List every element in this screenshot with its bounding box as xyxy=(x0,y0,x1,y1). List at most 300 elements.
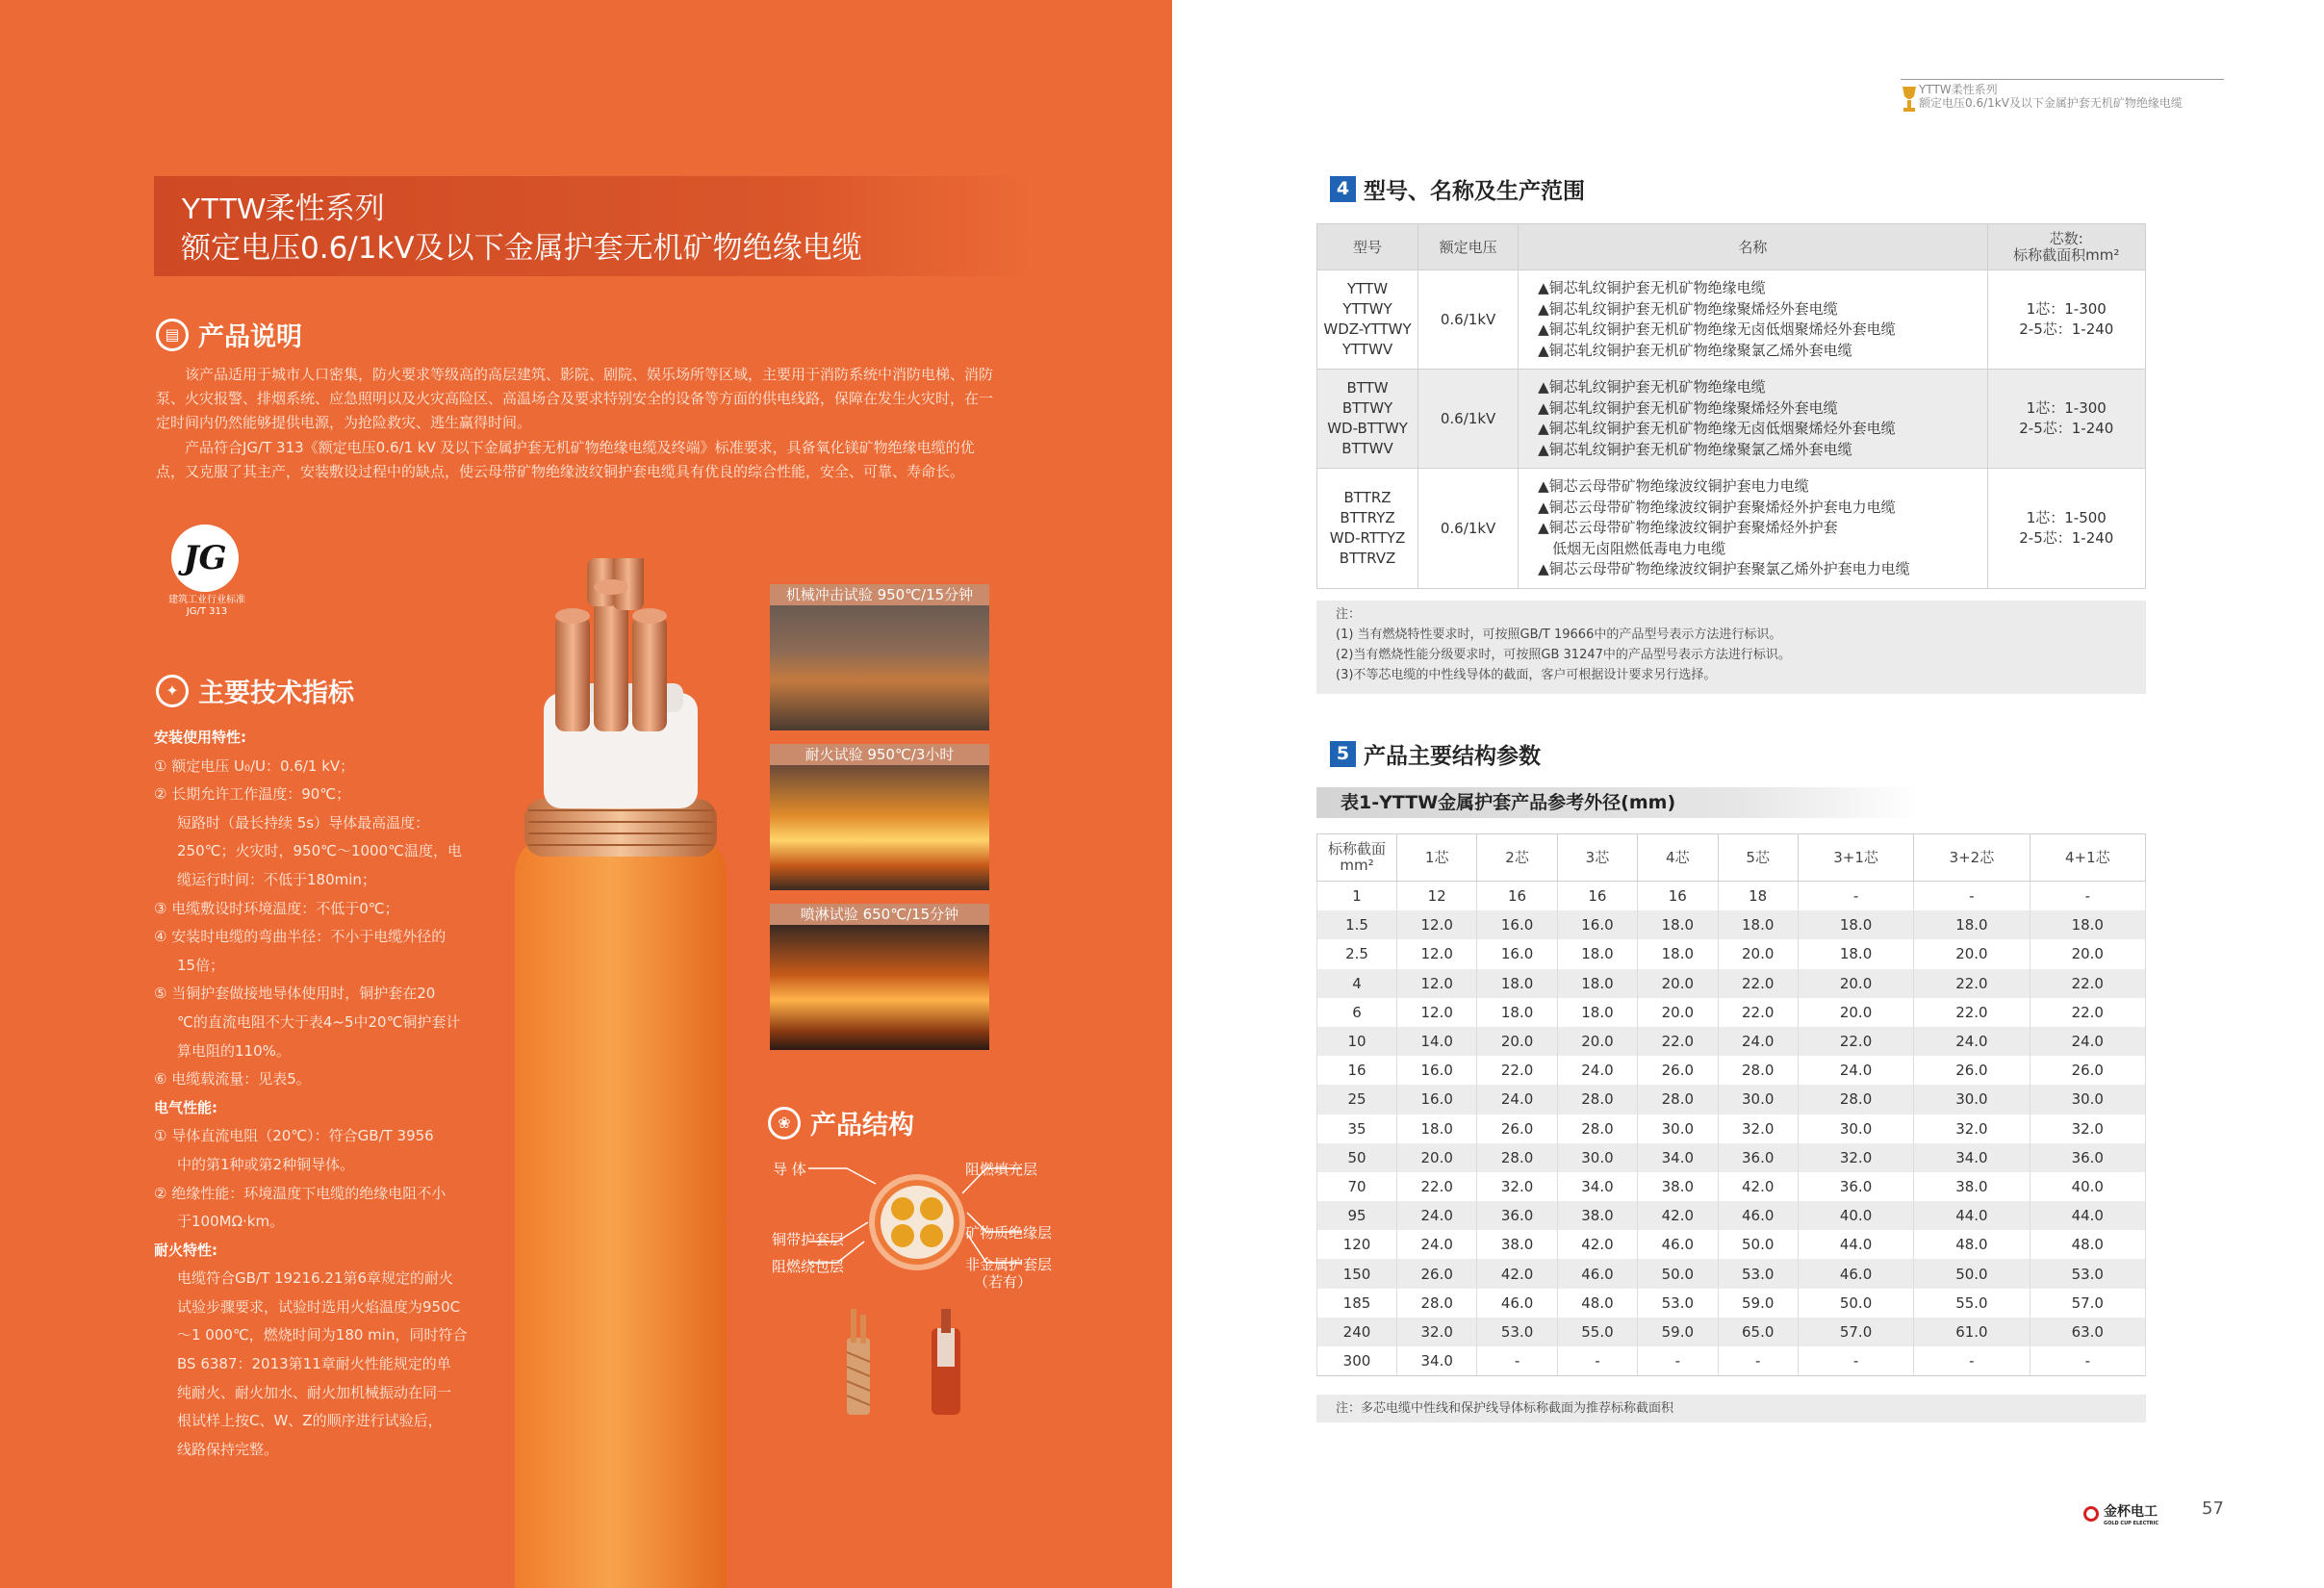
jg-caption-line-1: 建筑工业行业标准 xyxy=(168,595,245,605)
label-wrap: 阻燃绕包层 xyxy=(772,1258,845,1275)
diameter-cell: 22.0 xyxy=(2030,969,2145,998)
label-nonmetal-sheath-note: （若有） xyxy=(974,1273,1033,1291)
col-core-config: 2芯 xyxy=(1477,834,1557,882)
table-2-title: 表1-YTTW金属护套产品参考外径(mm) xyxy=(1316,787,1921,818)
diameter-cell: 24.0 xyxy=(1397,1201,1477,1230)
model-code: BTTRZ xyxy=(1343,488,1392,506)
spec-line: ③ 电缆敷设时环境温度：不低于0℃； xyxy=(154,899,399,917)
diameter-cell: 38.0 xyxy=(1477,1230,1557,1259)
diameter-cell: 63.0 xyxy=(2030,1318,2145,1346)
section-5-title: 产品主要结构参数 xyxy=(1364,744,1541,769)
diameter-cell: 16.0 xyxy=(1397,1085,1477,1114)
product-name: ▲铜芯云母带矿物绝缘波纹铜护套聚烯烃外护套电力电缆 xyxy=(1538,498,1896,516)
diameter-cell: 59.0 xyxy=(1718,1289,1798,1318)
structure-heading xyxy=(768,1104,914,1141)
table-row xyxy=(1317,1201,2146,1230)
diameter-cell: 61.0 xyxy=(1914,1318,2030,1346)
section-cell: 6 xyxy=(1317,998,1397,1027)
diameter-cell: 12.0 xyxy=(1397,998,1477,1027)
diameter-cell: 44.0 xyxy=(1914,1201,2030,1230)
section-cell: 4 xyxy=(1317,969,1397,998)
intro-heading xyxy=(156,316,302,353)
diameter-cell: 38.0 xyxy=(1557,1201,1637,1230)
col-nominal-section xyxy=(1317,834,1397,882)
diameter-cell: 18.0 xyxy=(2030,910,2145,939)
spec-list xyxy=(154,724,481,1464)
model-code: YTTWY xyxy=(1342,300,1392,318)
diameter-cell: 20.0 xyxy=(1397,1143,1477,1172)
diameter-cell: 16 xyxy=(1557,882,1637,911)
jg-caption-line-2: JG/T 313 xyxy=(186,606,228,617)
name-cell xyxy=(1519,469,1987,589)
diameter-cell: 18.0 xyxy=(1798,910,1913,939)
diameter-cell: 20.0 xyxy=(1638,998,1718,1027)
diameter-cell: 28.0 xyxy=(1477,1143,1557,1172)
spec-group-heading: 电气性能: xyxy=(154,1098,217,1116)
spec-line: ④ 安装时电缆的弯曲半径：不小于电缆外径的 xyxy=(154,928,447,946)
diameter-cell: 20.0 xyxy=(1638,969,1718,998)
diameter-cell: 53.0 xyxy=(1477,1318,1557,1346)
diameter-cell: - xyxy=(1638,1346,1718,1376)
note-line: (3)不等芯电缆的中性线导体的截面，客户可根据设计要求另行选择。 xyxy=(1336,668,1717,682)
photo-caption: 喷淋试验 650℃/15分钟 xyxy=(770,904,989,925)
note-line: (2)当有燃烧性能分级要求时，可按照GB 31247中的产品型号表示方法进行标识。 xyxy=(1336,648,1791,662)
spec-line: 电缆符合GB/T 19216.21第6章规定的耐火 xyxy=(177,1269,454,1288)
section-4-number: 4 xyxy=(1330,176,1356,202)
diameter-cell: 30.0 xyxy=(1557,1143,1637,1172)
diameter-cell: 18.0 xyxy=(1638,910,1718,939)
cores-range: 2-5芯：1-240 xyxy=(2019,528,2114,547)
photo-caption: 耐火试验 950℃/3小时 xyxy=(770,744,989,765)
product-name: ▲铜芯轧纹铜护套无机矿物绝缘无卤低烟聚烯烃外套电缆 xyxy=(1538,320,1896,338)
title-line-1: YTTW柔性系列 xyxy=(181,192,385,225)
diameter-cell: 32.0 xyxy=(2030,1114,2145,1143)
diameter-cell: - xyxy=(1914,1346,2030,1376)
table-row xyxy=(1317,1056,2146,1085)
brand-name: 金杯电工 xyxy=(2104,1504,2158,1520)
spec-heading-text: 主要技术指标 xyxy=(198,679,354,708)
table-row xyxy=(1317,370,2146,469)
section-cell: 25 xyxy=(1317,1085,1397,1114)
section-cell: 1 xyxy=(1317,882,1397,911)
diameter-cell: 44.0 xyxy=(1798,1230,1913,1259)
col-model: 型号 xyxy=(1317,224,1418,270)
spec-line: 250℃；火灾时，950℃～1000℃温度，电 xyxy=(177,842,462,860)
diameter-cell: 30.0 xyxy=(1638,1114,1718,1143)
diameter-cell: 16.0 xyxy=(1477,939,1557,968)
note-line: (1) 当有燃烧特性要求时，可按照GB/T 19666中的产品型号表示方法进行标识。 xyxy=(1336,628,1782,642)
cores-cell xyxy=(1987,469,2145,589)
diameter-cell: - xyxy=(2030,1346,2145,1376)
diameter-cell: 20.0 xyxy=(1798,969,1913,998)
section-cell: 50 xyxy=(1317,1143,1397,1172)
section-cell: 35 xyxy=(1317,1114,1397,1143)
section-cell: 70 xyxy=(1317,1172,1397,1201)
diameter-cell: 24.0 xyxy=(1718,1027,1798,1056)
diameter-cell: 20.0 xyxy=(1718,939,1798,968)
diameter-cell: 24.0 xyxy=(1477,1085,1557,1114)
diameter-cell: 12.0 xyxy=(1397,969,1477,998)
document-icon: ▤ xyxy=(156,319,189,351)
section-cell: 300 xyxy=(1317,1346,1397,1376)
photo-spray-test xyxy=(770,904,989,1050)
diameter-cell: 16 xyxy=(1638,882,1718,911)
diameter-cell: 32.0 xyxy=(1718,1114,1798,1143)
model-code: BTTRVZ xyxy=(1339,549,1396,567)
section-4-heading xyxy=(1330,173,1585,205)
diameter-cell: 22.0 xyxy=(1914,998,2030,1027)
table-1-notes xyxy=(1316,601,2146,694)
diameter-cell: 50.0 xyxy=(1798,1289,1913,1318)
product-name: ▲铜芯云母带矿物绝缘波纹铜护套聚氯乙烯外护套电力电缆 xyxy=(1538,560,1910,577)
col-core-config: 3芯 xyxy=(1557,834,1637,882)
diameter-cell: 14.0 xyxy=(1397,1027,1477,1056)
spec-heading xyxy=(156,672,354,709)
diameter-cell: 26.0 xyxy=(2030,1056,2145,1085)
diameter-cell: 24.0 xyxy=(1798,1056,1913,1085)
running-header-line-2: 额定电压0.6/1kV及以下金属护套无机矿物绝缘电缆 xyxy=(1919,96,2183,110)
diameter-cell: 24.0 xyxy=(1914,1027,2030,1056)
model-cell xyxy=(1317,469,1418,589)
diameter-cell: 48.0 xyxy=(1557,1289,1637,1318)
diameter-cell: 65.0 xyxy=(1718,1318,1798,1346)
diameter-cell: 12 xyxy=(1397,882,1477,911)
cable-sample-photos xyxy=(837,1309,982,1415)
cores-range: 2-5芯：1-240 xyxy=(2019,420,2114,437)
product-name: ▲铜芯轧纹铜护套无机矿物绝缘电缆 xyxy=(1538,279,1766,296)
diameter-cell: 28.0 xyxy=(1397,1289,1477,1318)
diameter-cell: 46.0 xyxy=(1477,1289,1557,1318)
cable-illustration xyxy=(505,558,736,1588)
spec-group-heading: 安装使用特性: xyxy=(154,729,246,746)
diameter-cell: 57.0 xyxy=(2030,1289,2145,1318)
cores-cell xyxy=(1987,270,2145,370)
table-row xyxy=(1317,1027,2146,1056)
section-cell: 150 xyxy=(1317,1259,1397,1288)
diameter-cell: 24.0 xyxy=(2030,1027,2145,1056)
diameter-cell: 18.0 xyxy=(1557,998,1637,1027)
brand-logo-icon xyxy=(2083,1506,2099,1522)
spec-line: ① 导体直流电阻（20℃）：符合GB/T 3956 xyxy=(154,1127,434,1145)
running-header-line-1: YTTW柔性系列 xyxy=(1919,83,1998,96)
diameter-cell: 34.0 xyxy=(1397,1346,1477,1376)
section-5-heading xyxy=(1330,738,1541,770)
diameter-cell: 12.0 xyxy=(1397,939,1477,968)
spec-line: ⑤ 当铜护套做接地导体使用时，铜护套在20 xyxy=(154,985,436,1003)
col-core-config: 5芯 xyxy=(1718,834,1798,882)
model-code: WD-BTTWY xyxy=(1327,420,1408,437)
model-code: BTTWY xyxy=(1341,399,1393,417)
diameter-cell: 50.0 xyxy=(1914,1259,2030,1288)
product-name: ▲铜芯云母带矿物绝缘波纹铜护套聚烯烃外护套 xyxy=(1538,519,1838,536)
col-core-config: 3+2芯 xyxy=(1914,834,2030,882)
diameter-cell: 32.0 xyxy=(1914,1114,2030,1143)
col-nominal-section-line: mm² xyxy=(1340,857,1374,874)
diameter-cell: 12.0 xyxy=(1397,910,1477,939)
tech-icon: ✦ xyxy=(156,675,189,707)
diameter-cell: 36.0 xyxy=(1798,1172,1913,1201)
label-mineral-insulation: 矿物质绝缘层 xyxy=(965,1224,1053,1242)
model-code: BTTRYZ xyxy=(1340,508,1395,526)
outer-diameter-table xyxy=(1316,833,2146,1376)
col-name: 名称 xyxy=(1519,224,1987,270)
model-code: BTTWV xyxy=(1341,440,1393,457)
diameter-cell: 40.0 xyxy=(2030,1172,2145,1201)
model-cell xyxy=(1317,270,1418,370)
product-name: ▲铜芯轧纹铜护套无机矿物绝缘无卤低烟聚烯烃外套电缆 xyxy=(1538,420,1896,437)
spec-line: ℃的直流电阻不大于表4~5中20℃铜护套计 xyxy=(177,1012,461,1031)
diameter-cell: 36.0 xyxy=(1718,1143,1798,1172)
diameter-cell: 40.0 xyxy=(1798,1201,1913,1230)
table-row xyxy=(1317,1318,2146,1346)
intro-heading-text: 产品说明 xyxy=(198,322,302,352)
trophy-icon xyxy=(1901,85,1918,114)
product-name: 低烟无卤阻燃低毒电力电缆 xyxy=(1538,539,1726,557)
diameter-cell: 42.0 xyxy=(1638,1201,1718,1230)
table-row xyxy=(1317,1289,2146,1318)
diameter-cell: 20.0 xyxy=(2030,939,2145,968)
diameter-cell: 18 xyxy=(1718,882,1798,911)
title-line-2: 额定电压0.6/1kV及以下金属护套无机矿物绝缘电缆 xyxy=(181,231,862,266)
diameter-cell: 24.0 xyxy=(1397,1230,1477,1259)
section-cell: 2.5 xyxy=(1317,939,1397,968)
diameter-cell: 30.0 xyxy=(2030,1085,2145,1114)
diameter-cell: 18.0 xyxy=(1638,939,1718,968)
diameter-cell: - xyxy=(1718,1346,1798,1376)
spec-line: ② 长期允许工作温度：90℃； xyxy=(154,785,351,804)
cores-cell xyxy=(1987,370,2145,469)
diameter-cell: 28.0 xyxy=(1718,1056,1798,1085)
table-2-note: 注：多芯电缆中性线和保护线导体标称截面为推荐标称截面积 xyxy=(1316,1395,2146,1422)
spec-line: 根试样上按C、W、Z的顺序进行试验后， xyxy=(177,1412,443,1430)
spec-line: ～1 000℃，燃烧时间为180 min，同时符合 xyxy=(177,1326,468,1345)
model-code: YTTWV xyxy=(1341,341,1393,358)
cores-range: 1芯：1-500 xyxy=(2026,508,2107,526)
diameter-cell: 36.0 xyxy=(2030,1143,2145,1172)
label-filler: 阻燃填充层 xyxy=(965,1161,1038,1178)
table-row xyxy=(1317,1230,2146,1259)
diameter-cell: 22.0 xyxy=(1718,969,1798,998)
spec-line: 中的第1种或第2种铜导体。 xyxy=(177,1155,355,1173)
spec-group-heading: 耐火特性: xyxy=(154,1241,217,1259)
diameter-cell: 18.0 xyxy=(1477,969,1557,998)
section-cell: 185 xyxy=(1317,1289,1397,1318)
photo-caption: 机械冲击试验 950℃/15分钟 xyxy=(770,584,989,605)
model-cell xyxy=(1317,370,1418,469)
structure-icon: ❀ xyxy=(768,1107,801,1140)
product-name: ▲铜芯轧纹铜护套无机矿物绝缘电缆 xyxy=(1538,378,1766,396)
diameter-cell: 28.0 xyxy=(1557,1085,1637,1114)
diameter-cell: 48.0 xyxy=(1914,1230,2030,1259)
voltage-cell: 0.6/1kV xyxy=(1418,469,1519,589)
spec-line: 短路时（最长持续 5s）导体最高温度： xyxy=(177,813,430,832)
label-copper-sheath: 铜带护套层 xyxy=(772,1231,845,1248)
voltage-cell: 0.6/1kV xyxy=(1418,270,1519,370)
jg-logo-text: JG xyxy=(183,539,227,577)
section-cell: 95 xyxy=(1317,1201,1397,1230)
product-name: ▲铜芯轧纹铜护套无机矿物绝缘聚烯烃外套电缆 xyxy=(1538,398,1838,417)
diameter-cell: 28.0 xyxy=(1557,1114,1637,1143)
table-row xyxy=(1317,882,2146,911)
diameter-cell: 38.0 xyxy=(1638,1172,1718,1201)
spec-line: 于100MΩ·km。 xyxy=(177,1213,285,1231)
brand-logo xyxy=(2083,1501,2158,1526)
section-cell: 1.5 xyxy=(1317,910,1397,939)
diameter-cell: 22.0 xyxy=(1798,1027,1913,1056)
col-voltage: 额定电压 xyxy=(1418,224,1519,270)
diameter-cell: 32.0 xyxy=(1397,1318,1477,1346)
model-code: BTTW xyxy=(1346,379,1389,397)
diameter-cell: 18.0 xyxy=(1557,939,1637,968)
title-banner xyxy=(154,176,1034,276)
intro-paragraph-1: 该产品适用于城市人口密集，防火要求等级高的高层建筑、影院、剧院、娱乐场所等区域，主要用于消防系统中消防电梯、消防泵、火灾报警、排烟系统、应急照明以及火灾高险区、高温场合及要求特别安全的设备等方面的供电线路，保障在发生火灾时，在一定时间内仍然能够提供电源，为抢险救灾、逃生赢得时间。 xyxy=(156,366,994,431)
diameter-cell: 42.0 xyxy=(1477,1259,1557,1288)
diameter-cell: 36.0 xyxy=(1477,1201,1557,1230)
col-core-config: 4+1芯 xyxy=(2030,834,2145,882)
diameter-cell: 26.0 xyxy=(1914,1056,2030,1085)
col-core-config: 3+1芯 xyxy=(1798,834,1913,882)
spec-line: BS 6387：2013第11章耐火性能规定的单 xyxy=(177,1355,451,1373)
spec-line: ⑥ 电缆载流量：见表5。 xyxy=(154,1070,311,1089)
diameter-cell: 16.0 xyxy=(1477,910,1557,939)
spec-line: 线路保持完整。 xyxy=(177,1440,279,1458)
voltage-cell: 0.6/1kV xyxy=(1418,370,1519,469)
diameter-cell: 46.0 xyxy=(1798,1259,1913,1288)
diameter-cell: 20.0 xyxy=(1557,1027,1637,1056)
spec-line: 15倍； xyxy=(177,956,225,974)
diameter-cell: 26.0 xyxy=(1638,1056,1718,1085)
diameter-cell: 22.0 xyxy=(2030,998,2145,1027)
intro-paragraph-2: 产品符合JG/T 313《额定电压0.6/1 kV 及以下金属护套无机矿物绝缘电缆及终端》标准要求，具备氧化镁矿物绝缘电缆的优点，又克服了其主产，安装敷设过程中的缺点，使云母带矿物绝缘波纹铜护套电缆具有优良的综合性能，安全、可靠、寿命长。 xyxy=(156,439,975,480)
product-name: ▲铜芯轧纹铜护套无机矿物绝缘聚氯乙烯外套电缆 xyxy=(1538,440,1852,458)
diameter-cell: 48.0 xyxy=(2030,1230,2145,1259)
spec-line: 纯耐火、耐火加水、耐火加机械振动在同一 xyxy=(177,1383,452,1401)
table-row xyxy=(1317,1085,2146,1114)
diameter-cell: 30.0 xyxy=(1718,1085,1798,1114)
section-cell: 16 xyxy=(1317,1056,1397,1085)
diameter-cell: 20.0 xyxy=(1798,998,1913,1027)
name-cell xyxy=(1519,370,1987,469)
section-4-title: 型号、名称及生产范围 xyxy=(1364,179,1585,204)
section-cell: 240 xyxy=(1317,1318,1397,1346)
table-row xyxy=(1317,998,2146,1027)
table-row xyxy=(1317,1346,2146,1376)
running-header xyxy=(1919,83,2236,110)
model-code: YTTW xyxy=(1347,280,1389,297)
diameter-cell: 18.0 xyxy=(1397,1114,1477,1143)
diameter-cell: 34.0 xyxy=(1914,1143,2030,1172)
diameter-cell: 32.0 xyxy=(1798,1143,1913,1172)
spec-line: ① 额定电压 U₀/U：0.6/1 kV； xyxy=(154,756,355,775)
diameter-cell: - xyxy=(2030,882,2145,911)
diameter-cell: 16 xyxy=(1477,882,1557,911)
diameter-cell: 30.0 xyxy=(1914,1085,2030,1114)
section-cell: 120 xyxy=(1317,1230,1397,1259)
diameter-cell: 42.0 xyxy=(1557,1230,1637,1259)
diameter-cell: 57.0 xyxy=(1798,1318,1913,1346)
diameter-cell: 53.0 xyxy=(1638,1289,1718,1318)
jg-standard-logo xyxy=(171,525,239,592)
cores-range: 1芯：1-300 xyxy=(2026,300,2107,318)
diameter-cell: 53.0 xyxy=(2030,1259,2145,1288)
diameter-cell: 18.0 xyxy=(1798,939,1913,968)
diameter-cell: 26.0 xyxy=(1477,1114,1557,1143)
section-cell: 10 xyxy=(1317,1027,1397,1056)
diameter-cell: 53.0 xyxy=(1718,1259,1798,1288)
header-rule xyxy=(1901,79,2224,80)
product-name: ▲铜芯轧纹铜护套无机矿物绝缘聚烯烃外套电缆 xyxy=(1538,299,1838,318)
diameter-cell: 18.0 xyxy=(1477,998,1557,1027)
diameter-cell: 22.0 xyxy=(1718,998,1798,1027)
col-nominal-section-line: 标称截面 xyxy=(1327,840,1386,858)
cores-range: 2-5芯：1-240 xyxy=(2019,320,2114,338)
diameter-cell: 55.0 xyxy=(1914,1289,2030,1318)
diameter-cell: - xyxy=(1798,1346,1913,1376)
diameter-cell: 28.0 xyxy=(1638,1085,1718,1114)
spec-line: 缆运行时间：不低于180min； xyxy=(177,870,376,888)
diameter-cell: 32.0 xyxy=(1477,1172,1557,1201)
label-conductor: 导 体 xyxy=(773,1161,806,1178)
diameter-cell: 38.0 xyxy=(1914,1172,2030,1201)
label-nonmetal-sheath: 非金属护套层 xyxy=(965,1256,1053,1273)
photo-mechanical-impact-test xyxy=(770,584,989,730)
diameter-cell: 22.0 xyxy=(1914,969,2030,998)
product-name: ▲铜芯轧纹铜护套无机矿物绝缘聚氯乙烯外套电缆 xyxy=(1538,341,1852,359)
diameter-cell: 20.0 xyxy=(1477,1027,1557,1056)
diameter-cell: 18.0 xyxy=(1557,969,1637,998)
diameter-cell: 44.0 xyxy=(2030,1201,2145,1230)
model-code: WD-RTTYZ xyxy=(1329,528,1406,547)
table-row xyxy=(1317,910,2146,939)
diameter-cell: 18.0 xyxy=(1718,910,1798,939)
diameter-cell: 34.0 xyxy=(1557,1172,1637,1201)
diameter-cell: 26.0 xyxy=(1397,1259,1477,1288)
table-row xyxy=(1317,969,2146,998)
section-5-number: 5 xyxy=(1330,741,1356,767)
diameter-cell: 46.0 xyxy=(1718,1201,1798,1230)
diameter-cell: 50.0 xyxy=(1718,1230,1798,1259)
model-code: WDZ-YTTWY xyxy=(1323,320,1412,338)
table-row xyxy=(1317,1259,2146,1288)
spec-line: ② 绝缘性能：环境温度下电缆的绝缘电阻不小 xyxy=(154,1184,447,1202)
models-table xyxy=(1316,223,2146,589)
diameter-cell: 16.0 xyxy=(1557,910,1637,939)
diameter-cell: - xyxy=(1557,1346,1637,1376)
photo-fire-resistance-test xyxy=(770,744,989,890)
jg-caption xyxy=(154,595,260,618)
table-row xyxy=(1317,469,2146,589)
page-number: 57 xyxy=(2202,1498,2224,1519)
note-line: 注： xyxy=(1336,607,1362,622)
diameter-cell: 16.0 xyxy=(1397,1056,1477,1085)
structure-heading-text: 产品结构 xyxy=(810,1111,914,1140)
diameter-cell: 22.0 xyxy=(1397,1172,1477,1201)
col-cores xyxy=(1987,224,2145,270)
diameter-cell: 55.0 xyxy=(1557,1318,1637,1346)
cores-range: 1芯：1-300 xyxy=(2026,399,2107,417)
col-cores-line-2: 标称截面积mm² xyxy=(2013,245,2120,264)
diameter-cell: 46.0 xyxy=(1557,1259,1637,1288)
spec-line: 试验步骤要求，试验时选用火焰温度为950C xyxy=(177,1297,461,1316)
table-row xyxy=(1317,1172,2146,1201)
table-row xyxy=(1317,1143,2146,1172)
diameter-cell: - xyxy=(1477,1346,1557,1376)
diameter-cell: 18.0 xyxy=(1914,910,2030,939)
diameter-cell: 24.0 xyxy=(1557,1056,1637,1085)
brand-sub: GOLD CUP ELECTRIC xyxy=(2104,1521,2159,1526)
diameter-cell: 50.0 xyxy=(1638,1259,1718,1288)
diameter-cell: - xyxy=(1914,882,2030,911)
